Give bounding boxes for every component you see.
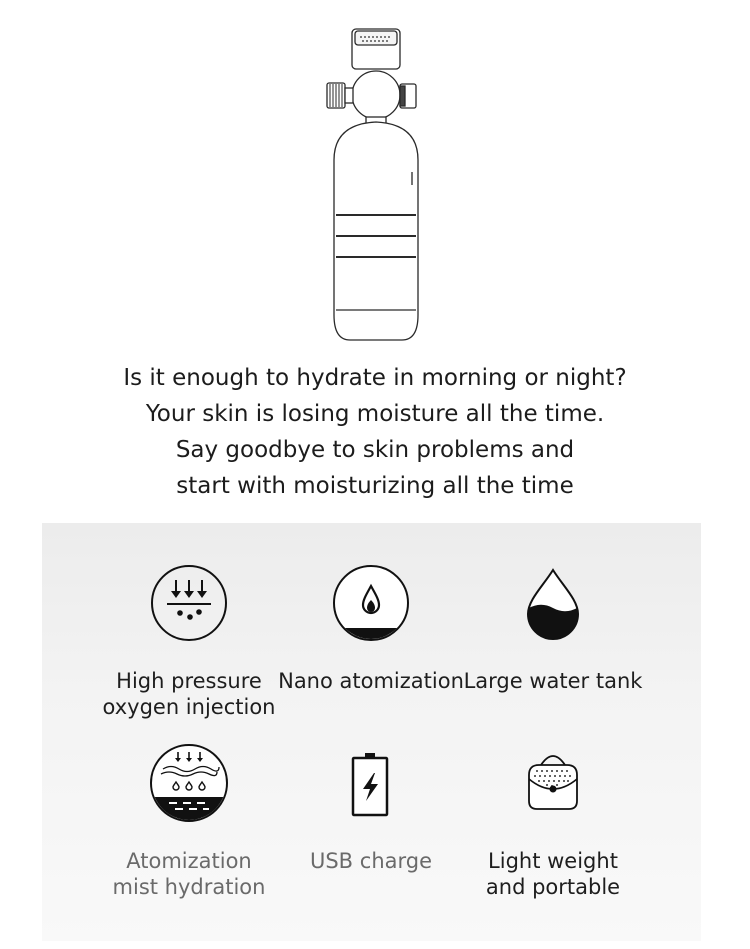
headline-line-2: Your skin is losing moisture all the time.	[145, 401, 605, 427]
feature-label: USB charge	[309, 849, 433, 873]
mist-hydration-icon	[149, 743, 229, 823]
feature-label: High pressure oxygen injection	[102, 669, 276, 719]
headline-line-1: Is it enough to hydrate in morning or night?	[123, 365, 627, 391]
battery-charge-icon	[331, 743, 411, 823]
feature-label: Large water tank	[463, 669, 643, 693]
feature-label: Light weight and portable	[485, 849, 621, 899]
oxygen-injection-icon	[149, 564, 229, 644]
portable-bag-icon	[513, 743, 593, 823]
features-panel	[42, 523, 701, 941]
feature-label: Atomization mist hydration	[112, 849, 266, 899]
headline-line-3: Say goodbye to skin problems and	[175, 437, 575, 463]
feature-label: Nano atomization	[278, 669, 464, 693]
water-tank-drop-icon	[513, 564, 593, 644]
headline-line-4: start with moisturizing all the time	[176, 473, 574, 499]
product-illustration	[300, 0, 450, 345]
water-drop-circle-icon	[331, 564, 411, 644]
headline	[0, 360, 750, 504]
